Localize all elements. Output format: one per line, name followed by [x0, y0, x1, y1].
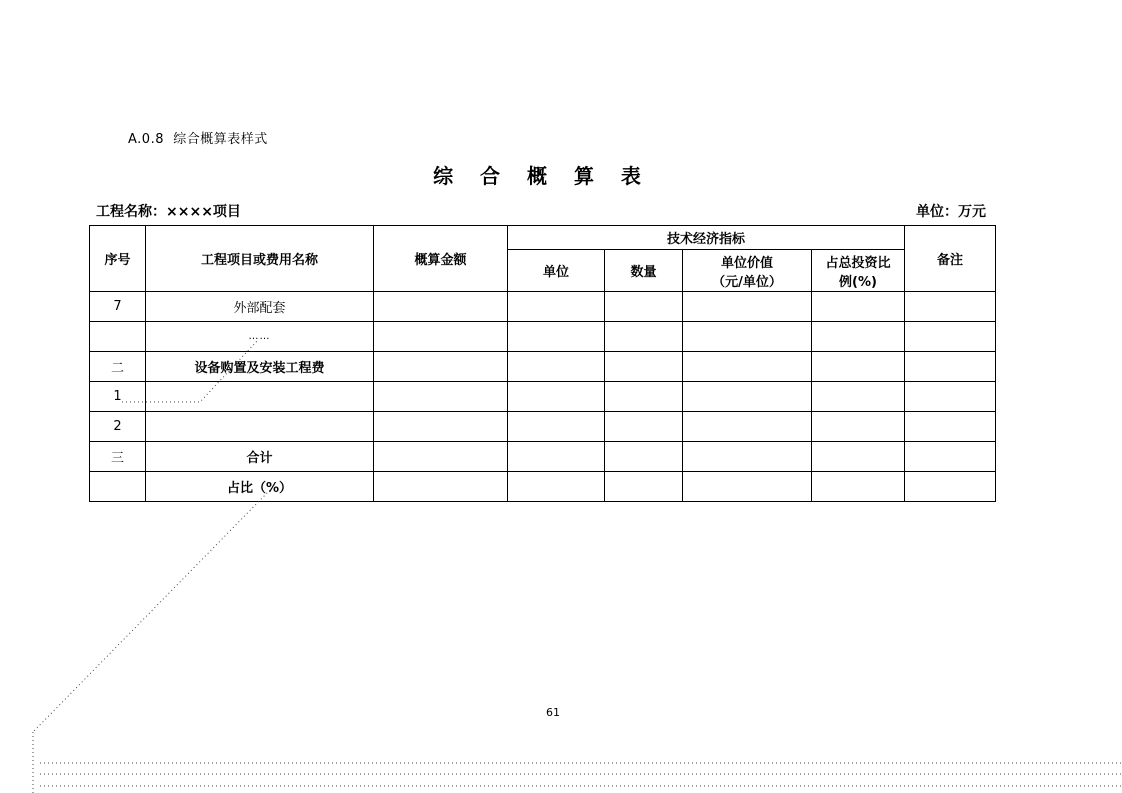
- header-quantity: 数量: [605, 250, 683, 292]
- header-seq: 序号: [90, 226, 146, 292]
- cell-seq: 2: [90, 412, 146, 442]
- cell-seq: 1: [90, 382, 146, 412]
- cell-name: 占比（%）: [146, 472, 374, 502]
- dotted-line-diagonal: [33, 490, 270, 732]
- cell-name: 外部配套: [146, 292, 374, 322]
- header-name: 工程项目或费用名称: [146, 226, 374, 292]
- header-unit-value-line2: （元/单位）: [712, 274, 782, 290]
- cell-seq: 二: [90, 352, 146, 382]
- header-remark: 备注: [905, 226, 996, 292]
- header-unit: 单位: [508, 250, 605, 292]
- header-unit-value-line1: 单位价值: [720, 255, 773, 271]
- section-label: A.0.8 综合概算表样式: [128, 132, 268, 147]
- dotted-line-upper: [122, 340, 258, 402]
- header-amount: 概算金额: [374, 226, 508, 292]
- document-title: 综 合 概 算 表: [433, 164, 651, 188]
- cell-name: ……: [146, 322, 374, 352]
- cell-seq: 7: [90, 292, 146, 322]
- header-tech-group: 技术经济指标: [508, 226, 905, 250]
- cell-name: 设备购置及安装工程费: [146, 352, 374, 382]
- project-name: 工程名称：××××项目: [96, 204, 241, 220]
- header-ratio-line1: 占总投资比: [825, 255, 891, 271]
- cell-name: 合计: [146, 442, 374, 472]
- unit-label: 单位：万元: [916, 204, 986, 220]
- page-number: 61: [546, 706, 560, 719]
- cell-seq: 三: [90, 442, 146, 472]
- header-ratio-line2: 例(%): [839, 274, 877, 290]
